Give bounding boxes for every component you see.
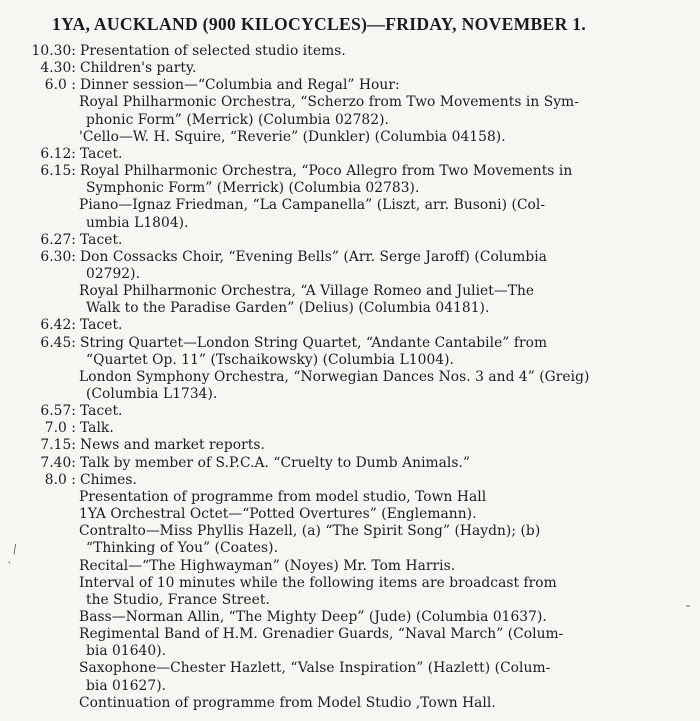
schedule-line bbox=[0, 129, 700, 145]
schedule-line bbox=[0, 506, 700, 522]
entry-text: Don Cossacks Choir, “Evening Bells” (Arr. Serge Jaroff) (Columbia bbox=[80, 248, 547, 265]
entry-text: Bass—Norman Allin, “The Mighty Deep” (Jude) (Columbia 01637). bbox=[79, 608, 547, 625]
entry-text: the Studio, France Street. bbox=[86, 591, 270, 608]
schedule-line bbox=[0, 352, 700, 368]
entry-text: Tacet. bbox=[80, 231, 123, 248]
schedule-line bbox=[0, 317, 700, 333]
entry-text: Walk to the Paradise Garden” (Delius) (Columbia 04181). bbox=[86, 300, 490, 317]
schedule-line bbox=[0, 249, 700, 265]
entry-text: Talk by member of S.P.C.A. “Cruelty to Dumb Animals.” bbox=[80, 454, 471, 471]
entry-text: Contralto—Miss Phyllis Hazell, (a) “The Spirit Song” (Haydn); (b) bbox=[79, 523, 541, 540]
schedule-line bbox=[0, 575, 700, 591]
schedule-line bbox=[0, 592, 700, 608]
entry-time: 6.27: bbox=[40, 231, 76, 248]
schedule-line bbox=[0, 472, 700, 488]
entry-text: Symphonic Form” (Merrick) (Columbia 02783). bbox=[86, 180, 420, 197]
entry-text: Chimes. bbox=[80, 471, 137, 488]
entry-time: 8.0 : bbox=[44, 471, 76, 488]
entry-text: News and market reports. bbox=[80, 437, 265, 454]
entry-text: 'Cello—W. H. Squire, “Reverie” (Dunkler) (Columbia 04158). bbox=[79, 128, 506, 145]
schedule-line bbox=[0, 60, 700, 76]
entry-text: Interval of 10 minutes while the following items are broadcast from bbox=[79, 574, 557, 591]
schedule-line bbox=[0, 180, 700, 196]
entry-text: 1YA Orchestral Octet—“Potted Overtures” (Englemann). bbox=[79, 506, 477, 523]
entry-text: umbia L1804). bbox=[86, 214, 189, 231]
entry-text: Tacet. bbox=[80, 145, 123, 162]
schedule-line bbox=[0, 386, 700, 402]
schedule-line bbox=[0, 266, 700, 282]
entry-time: 10.30: bbox=[31, 43, 76, 59]
entry-text: Regimental Band of H.M. Grenadier Guards, “Naval March” (Colum- bbox=[79, 626, 564, 643]
entry-time: 6.57: bbox=[40, 403, 76, 420]
entry-time: 6.0 : bbox=[44, 77, 76, 94]
entry-text: Tacet. bbox=[80, 317, 123, 334]
entry-time: 7.0 : bbox=[44, 420, 76, 437]
schedule-line bbox=[0, 197, 700, 213]
entry-text: “Quartet Op. 11” (Tschaikowsky) (Columbia L1004). bbox=[86, 351, 454, 368]
schedule-line bbox=[0, 540, 700, 556]
entry-text: Children's party. bbox=[80, 60, 197, 77]
entry-time: 7.15: bbox=[40, 437, 76, 454]
entry-text: (Columbia L1734). bbox=[86, 386, 218, 402]
schedule-line bbox=[0, 300, 700, 316]
entry-time: 6.42: bbox=[40, 317, 76, 334]
entry-text: Saxophone—Chester Hazlett, “Valse Inspiration” (Hazlett) (Colum- bbox=[79, 660, 551, 677]
margin-dot: . bbox=[8, 555, 11, 566]
entry-text: bia 01640). bbox=[86, 643, 167, 660]
schedule-line bbox=[0, 43, 700, 59]
entry-text: String Quartet—London String Quartet, “Andante Cantabile” from bbox=[80, 334, 548, 351]
entry-text: Royal Philharmonic Orchestra, “Poco Allegro from Two Movements in bbox=[80, 163, 573, 180]
schedule-line bbox=[0, 523, 700, 539]
schedule-line bbox=[0, 558, 700, 574]
schedule-line bbox=[0, 626, 700, 642]
entry-time: 7.40: bbox=[40, 454, 76, 471]
entry-time: 6.15: bbox=[40, 163, 76, 180]
schedule-line bbox=[0, 77, 700, 93]
entry-text: bia 01627). bbox=[86, 677, 167, 694]
entry-text: phonic Form” (Merrick) (Columbia 02782). bbox=[86, 111, 389, 128]
schedule-line bbox=[0, 283, 700, 299]
schedule-line bbox=[0, 455, 700, 471]
schedule-line bbox=[0, 660, 700, 676]
entry-time: 6.45: bbox=[40, 334, 76, 351]
margin-dash: - bbox=[686, 598, 690, 612]
schedule-line bbox=[0, 94, 700, 110]
schedule-line bbox=[0, 146, 700, 162]
entry-time: 4.30: bbox=[40, 60, 76, 77]
schedule-line bbox=[0, 695, 700, 711]
schedule-line bbox=[0, 489, 700, 505]
schedule-line bbox=[0, 643, 700, 659]
entry-text: Tacet. bbox=[80, 403, 123, 420]
entry-text: Presentation of programme from model studio, Town Hall bbox=[79, 488, 487, 505]
schedule-line bbox=[0, 215, 700, 231]
entry-text: Royal Philharmonic Orchestra, “Scherzo from Two Movements in Sym- bbox=[79, 94, 579, 111]
schedule-line bbox=[0, 369, 700, 385]
page-title: 1YA, AUCKLAND (900 KILOCYCLES)—FRIDAY, NOVEMBER 1. bbox=[52, 14, 587, 34]
schedule-line bbox=[0, 335, 700, 351]
entry-text: Talk. bbox=[80, 420, 114, 437]
schedule-line bbox=[0, 163, 700, 179]
entry-text: Presentation of selected studio items. bbox=[80, 43, 346, 59]
entry-text: Recital—“The Highwayman” (Noyes) Mr. Tom Harris. bbox=[79, 557, 456, 574]
entry-text: Dinner session—“Columbia and Regal” Hour: bbox=[80, 77, 400, 94]
entry-time: 6.12: bbox=[40, 145, 76, 162]
entry-text: London Symphony Orchestra, “Norwegian Dances Nos. 3 and 4” (Greig) bbox=[79, 368, 590, 385]
schedule-line bbox=[0, 437, 700, 453]
schedule-line bbox=[0, 609, 700, 625]
entry-text: 02792). bbox=[86, 265, 141, 282]
entry-time: 6.30: bbox=[40, 248, 76, 265]
schedule-line bbox=[0, 678, 700, 694]
entry-text: Continuation of programme from Model Studio ,Town Hall. bbox=[79, 694, 496, 711]
entry-text: Piano—Ignaz Friedman, “La Campanella” (Liszt, arr. Busoni) (Col- bbox=[79, 197, 546, 214]
margin-mark: / bbox=[11, 541, 19, 559]
entry-text: “Thinking of You” (Coates). bbox=[86, 540, 279, 557]
schedule-line bbox=[0, 112, 700, 128]
schedule-line bbox=[0, 420, 700, 436]
schedule-line bbox=[0, 403, 700, 419]
schedule-line bbox=[0, 232, 700, 248]
entry-text: Royal Philharmonic Orchestra, “A Village Romeo and Juliet—The bbox=[79, 283, 535, 300]
